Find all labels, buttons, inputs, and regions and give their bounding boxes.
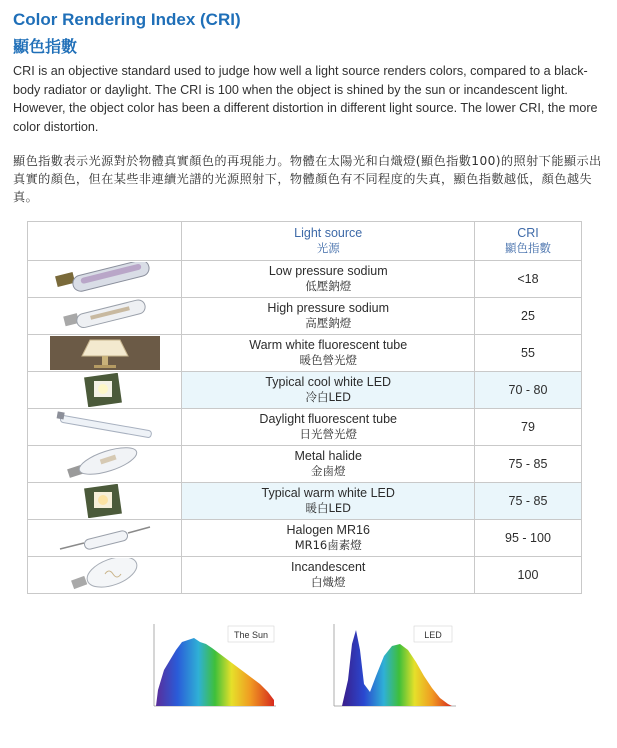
lamp-image-cell bbox=[28, 261, 182, 298]
cri-value: 75 - 85 bbox=[474, 483, 581, 520]
header-cri-zh: 顯色指數 bbox=[504, 241, 551, 255]
led-spectrum-chart bbox=[328, 620, 460, 716]
lamp-image-cell bbox=[28, 372, 182, 409]
source-name-en: Incandescent bbox=[291, 560, 366, 574]
source-name-zh: 低壓鈉燈 bbox=[305, 279, 352, 293]
source-cell bbox=[182, 298, 474, 335]
page-title: Color Rendering Index (CRI) bbox=[13, 10, 241, 29]
cri-table bbox=[27, 221, 582, 594]
page-subtitle: 顯色指數 bbox=[13, 37, 78, 56]
cri-value: 79 bbox=[474, 409, 581, 446]
source-name-zh: 暖色營光燈 bbox=[299, 353, 357, 367]
header-cri-en: CRI bbox=[517, 226, 539, 240]
source-name-zh: MR16鹵素燈 bbox=[294, 538, 362, 552]
lamp-image-cell bbox=[28, 409, 182, 446]
table-row bbox=[28, 372, 582, 409]
high-pressure-sodium-lamp-icon bbox=[50, 299, 160, 333]
source-name-en: Typical cool white LED bbox=[265, 375, 392, 389]
table-row bbox=[28, 446, 582, 483]
incandescent-bulb-icon bbox=[50, 558, 160, 592]
source-name-zh: 冷白LED bbox=[305, 390, 351, 404]
table-row bbox=[28, 335, 582, 372]
table-row bbox=[28, 298, 582, 335]
source-name-zh: 金鹵燈 bbox=[310, 464, 346, 478]
source-name-en: Warm white fluorescent tube bbox=[249, 338, 408, 352]
table-row bbox=[28, 557, 582, 594]
cri-value: 25 bbox=[474, 298, 581, 335]
header-source-en: Light source bbox=[294, 226, 363, 240]
lamp-image-cell bbox=[28, 483, 182, 520]
table-lamp-icon bbox=[50, 336, 160, 370]
source-name-zh: 日光營光燈 bbox=[299, 427, 357, 441]
source-cell bbox=[182, 446, 474, 483]
fluorescent-tube-icon bbox=[50, 410, 160, 444]
lamp-image-cell bbox=[28, 557, 182, 594]
lamp-image-cell bbox=[28, 520, 182, 557]
source-cell bbox=[182, 335, 474, 372]
cri-value: 70 - 80 bbox=[474, 372, 581, 409]
lamp-image-cell bbox=[28, 298, 182, 335]
table-row bbox=[28, 409, 582, 446]
cri-value: 95 - 100 bbox=[474, 520, 581, 557]
led-spectrum-label: LED bbox=[424, 630, 442, 640]
sun-spectrum-label: The Sun bbox=[233, 630, 269, 640]
table-row bbox=[28, 520, 582, 557]
source-name-en: Daylight fluorescent tube bbox=[259, 412, 398, 426]
source-name-en: Metal halide bbox=[294, 449, 362, 463]
source-name-zh: 白熾燈 bbox=[310, 575, 346, 589]
cri-value: 55 bbox=[474, 335, 581, 372]
source-name-zh: 高壓鈉燈 bbox=[305, 316, 352, 330]
sun-spectrum-chart bbox=[148, 620, 280, 716]
halogen-bulb-icon bbox=[50, 521, 160, 555]
source-cell bbox=[182, 520, 474, 557]
intro-english: CRI is an objective standard used to judge how well a light source renders colors, compared to a black-body radiator or daylight. The CRI is 100 when the object is shined by the sun or incandescent light. However, the object color has been a different distortion in different light source. The lower CRI, the more color distortion. bbox=[13, 64, 598, 134]
source-cell bbox=[182, 372, 474, 409]
table-row bbox=[28, 261, 582, 298]
source-cell bbox=[182, 409, 474, 446]
source-cell bbox=[182, 483, 474, 520]
source-name-zh: 暖白LED bbox=[305, 501, 351, 515]
table-header-row bbox=[28, 222, 582, 261]
header-source-cell bbox=[182, 222, 474, 261]
cri-value: <18 bbox=[474, 261, 581, 298]
metal-halide-lamp-icon bbox=[50, 447, 160, 481]
lamp-image-cell bbox=[28, 446, 182, 483]
low-pressure-sodium-lamp-icon bbox=[50, 262, 160, 296]
lamp-image-cell bbox=[28, 335, 182, 372]
source-name-en: High pressure sodium bbox=[267, 301, 390, 315]
cri-value: 75 - 85 bbox=[474, 446, 581, 483]
source-cell bbox=[182, 261, 474, 298]
header-image-cell bbox=[28, 222, 182, 261]
warm-led-chip-icon bbox=[50, 484, 160, 518]
cri-value: 100 bbox=[474, 557, 581, 594]
cool-led-chip-icon bbox=[50, 373, 160, 407]
source-name-en: Halogen MR16 bbox=[286, 523, 370, 537]
source-name-en: Low pressure sodium bbox=[268, 264, 388, 278]
header-cri-cell bbox=[474, 222, 581, 261]
table-row bbox=[28, 483, 582, 520]
source-cell bbox=[182, 557, 474, 594]
header-source-zh: 光源 bbox=[316, 241, 340, 255]
intro-chinese: 顯色指數表示光源對於物體真實顏色的再現能力。物體在太陽光和白熾燈(顯色指數100)的照射下能顯示出真實的顏色，但在某些非連續光譜的光源照射下，物體顏色有不同程度的失真，顯色指數越低，顏色越失真。 bbox=[13, 154, 602, 204]
source-name-en: Typical warm white LED bbox=[261, 486, 395, 500]
